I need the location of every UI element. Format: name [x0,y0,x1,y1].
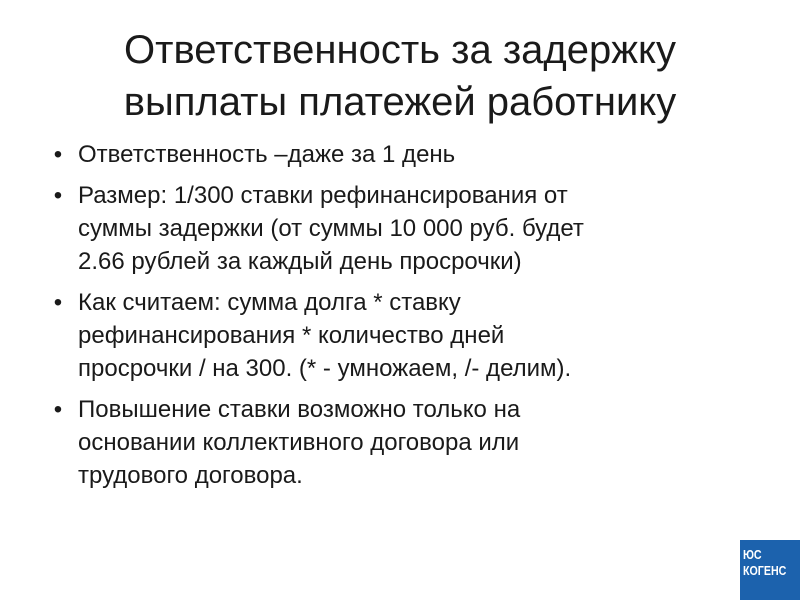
bullet-item-3 [48,286,748,385]
bullet-text-line: рефинансирования * количество дней [78,322,505,349]
bullet-marker: • [53,182,63,209]
company-logo [740,540,800,600]
logo-text-line-1: ЮС [743,547,762,562]
bullet-text-line: Повышение ставки возможно только на [78,396,521,423]
bullet-text-line: 2.66 рублей за каждый день просрочки) [78,248,522,275]
bullet-list [48,138,748,500]
bullet-text-line: суммы задержки (от суммы 10 000 руб. будет [78,215,584,242]
slide-title [40,24,760,128]
logo-text-line-2: КОГЕНС [743,563,787,578]
bullet-item-4 [48,393,748,492]
slide-title-line-2: выплаты платежей работнику [123,80,677,124]
bullet-text-line: основании коллективного договора или [78,429,520,456]
bullet-text-line: просрочки / на 300. (* - умножаем, /- делим). [78,355,572,382]
bullet-text-line: Размер: 1/300 ставки рефинансирования от [78,182,568,209]
bullet-text-line: Ответственность –даже за 1 день [78,141,456,168]
bullet-text-line: Как считаем: сумма долга * ставку [78,289,461,316]
bullet-marker: • [53,396,63,423]
bullet-marker: • [53,141,63,168]
bullet-text-line: трудового договора. [78,462,303,489]
bullet-item-2 [48,179,748,278]
bullet-marker: • [53,289,63,316]
bullet-item-1 [48,138,748,171]
slide-title-line-1: Ответственность за задержку [124,28,676,72]
